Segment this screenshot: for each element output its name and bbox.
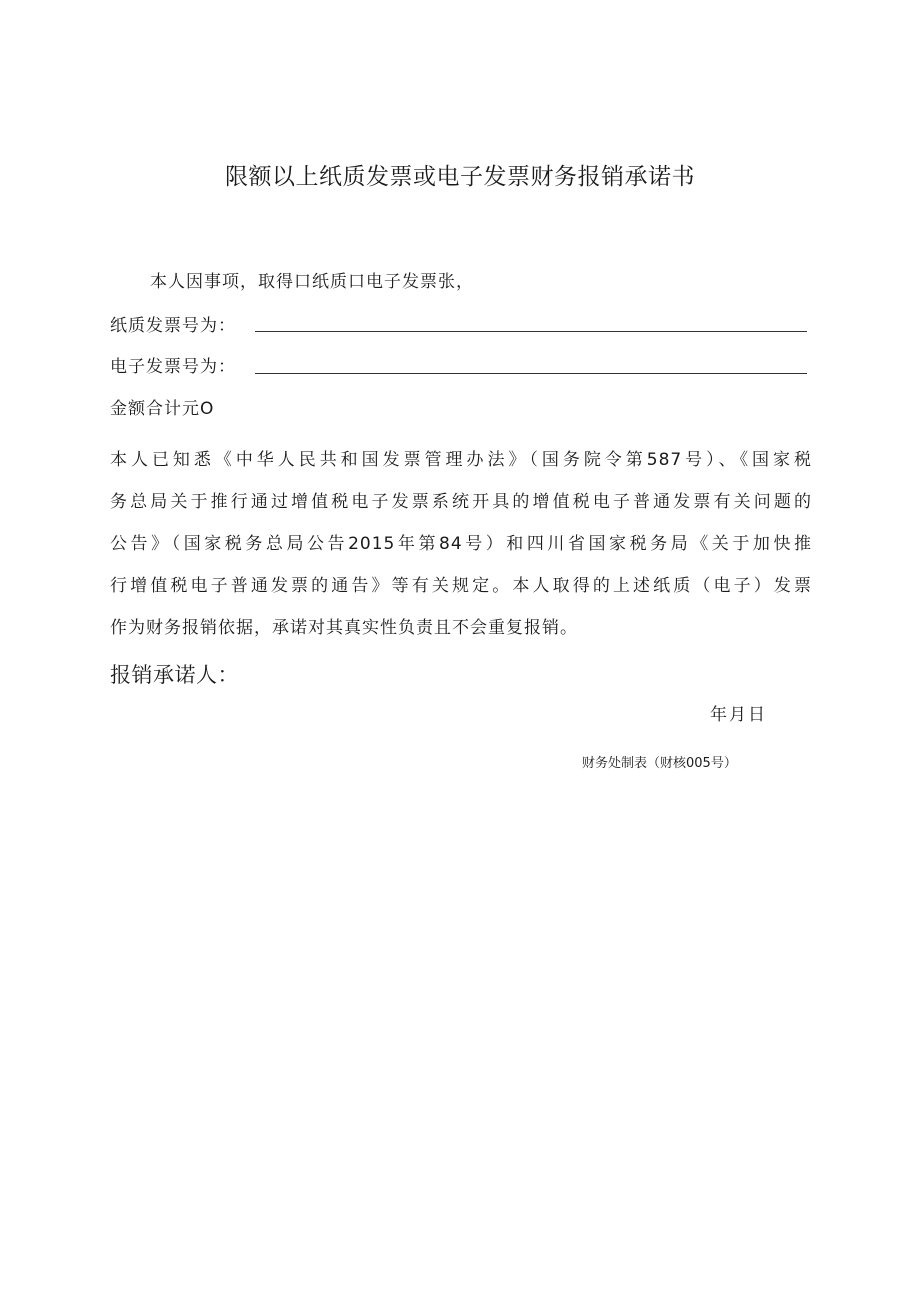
commitment-paragraph: [110, 439, 812, 649]
paragraph-line: 作为财务报销依据，承诺对其真实性负责且不会重复报销。: [110, 618, 578, 638]
paragraph-line: 本人已知悉《中华人民共和国发票管理办法》（国务院令第587号）、《国家税: [110, 450, 812, 470]
signer-label: 报销承诺人：: [110, 663, 239, 687]
intro-line: 本人因事项，取得口纸质口电子发票张，: [150, 272, 474, 292]
paragraph-line: 公告》（国家税务总局公告2015年第84号）和四川省国家税务局《关于加快推: [110, 534, 812, 554]
paper-invoice-fill-line: [255, 331, 807, 332]
electronic-invoice-fill-line: [255, 373, 807, 374]
footer-form-code: 财务处制表（财核005号）: [582, 756, 737, 771]
date-label: 年月日: [710, 705, 767, 725]
document-title: 限额以上纸质发票或电子发票财务报销承诺书: [225, 164, 695, 190]
paragraph-line: 行增值税电子普通发票的通告》等有关规定。本人取得的上述纸质（电子）发票: [110, 576, 812, 596]
amount-total-line: 金额合计元O: [110, 399, 215, 419]
electronic-invoice-label: 电子发票号为：: [110, 357, 236, 377]
paragraph-line: 务总局关于推行通过增值税电子发票系统开具的增值税电子普通发票有关问题的: [110, 492, 812, 512]
paper-invoice-label: 纸质发票号为：: [110, 316, 236, 336]
